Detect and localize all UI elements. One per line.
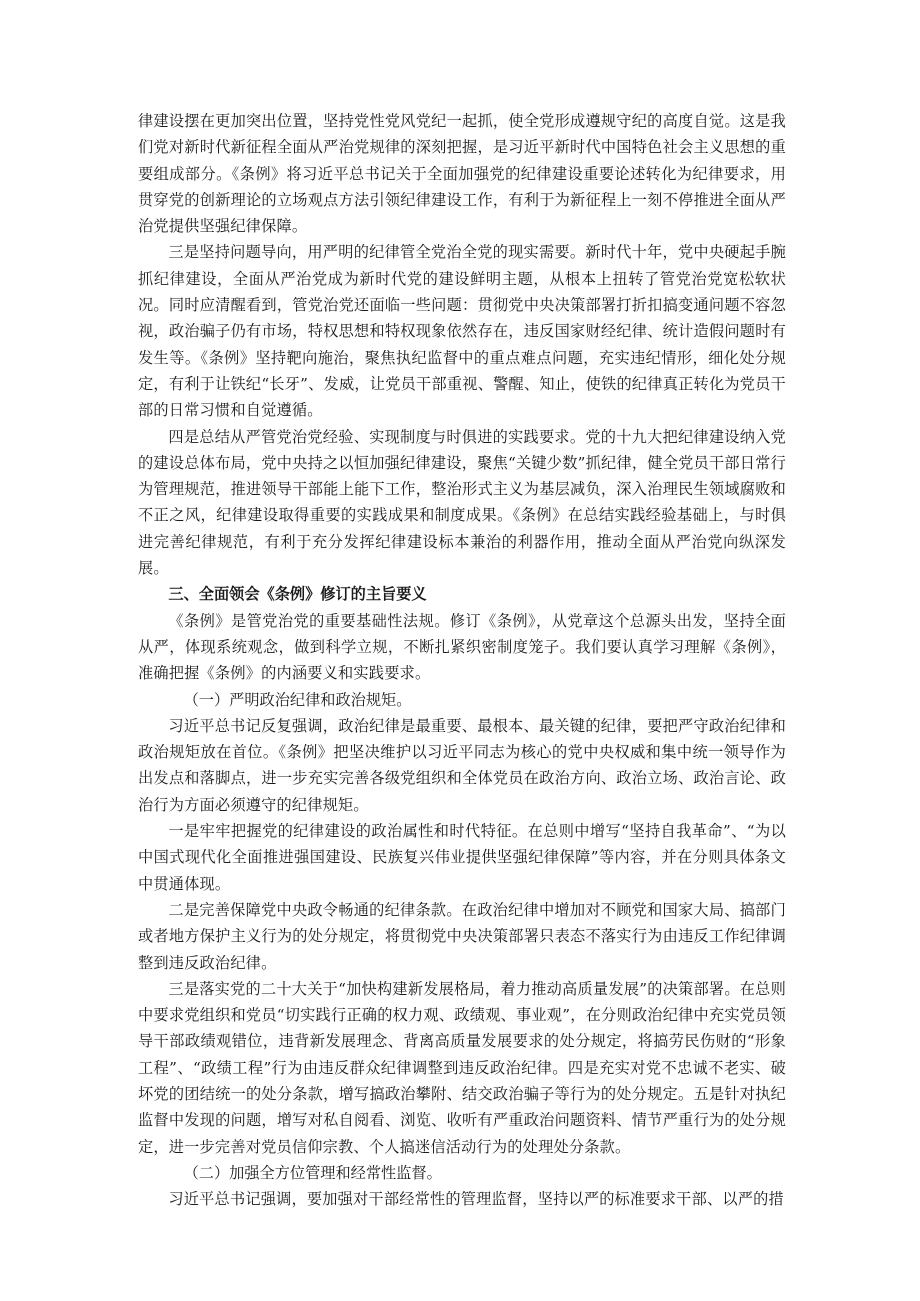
paragraph: 《条例》是管党治党的重要基础性法规。修订《条例》，从党章这个总源头出发，坚持全面从严，体现系统观念，做到科学立规，不断扎紧织密制度笼子。我们要认真学习理解《条例》，准确把握《条例》的内涵要义和实践要求。 (138, 611, 786, 683)
section-heading: 三、全面领会《条例》修订的主旨要义 (168, 585, 427, 604)
paragraph: 三是落实党的二十大关于“加快构建新发展格局，着力推动高质量发展”的决策部署。在总则中要求党组织和党员“切实践行正确的权力观、政绩观、事业观”，在分则政治纪律中充实党员领导干部政绩观错位，违背新发展理念、背离高质量发展要求的处分规定，将搞劳民伤财的“形象工程”、“政绩工程”行为由违反群众纪律调整到违反政治纪律。四是充实对党不忠诚不老实、破坏党的团结统一的处分条款，增写搞政治攀附、结交政治骗子等行为的处分规定。五是针对执纪监督中发现的问题，增写对私自阅看、浏览、收听有严重政治问题资料、情节严重行为的处分规定，进一步完善对党员信仰宗教、个人搞迷信活动行为的处理处分条款。 (138, 979, 786, 1156)
document-page (138, 108, 786, 1212)
paragraph: 四是总结从严管党治党经验、实现制度与时俱进的实践要求。党的十九大把纪律建设纳入党的建设总体布局，党中央持之以恒加强纪律建设，聚焦“关键少数”抓纪律，健全党员干部日常行为管理规范，推进领导干部能上能下工作，整治形式主义为基层减负，深入治理民生领域腐败和不正之风，纪律建设取得重要的实践成果和制度成果。《条例》在总结实践经验基础上，与时俱进完善纪律规范，有利于充分发挥纪律建设标本兼治的利器作用，推动全面从严治党向纵深发展。 (138, 427, 786, 578)
paragraph: 三是坚持问题导向，用严明的纪律管全党治全党的现实需要。新时代十年，党中央硬起手腕抓纪律建设，全面从严治党成为新时代党的建设鲜明主题，从根本上扭转了管党治党宽松软状况。同时应清醒看到，管党治党还面临一些问题：贯彻党中央决策部署打折扣搞变通问题不容忽视，政治骗子仍有市场，特权思想和特权现象依然存在，违反国家财经纪律、统计造假问题时有发生等。《条例》坚持靶向施治，聚焦执纪监督中的重点难点问题，充实违纪情形，细化处分规定，有利于让铁纪“长牙”、发威，让党员干部重视、警醒、知止，使铁的纪律真正转化为党员干部的日常习惯和自觉遵循。 (138, 243, 786, 420)
paragraph: 习近平总书记反复强调，政治纪律是最重要、最根本、最关键的纪律，要把严守政治纪律和政治规矩放在首位。《条例》把坚决维护以习近平同志为核心的党中央权威和集中统一领导作为出发点和落脚点，进一步充实完善各级党组织和全体党员在政治方向、政治立场、政治言论、政治行为方面必须遵守的纪律规矩。 (138, 716, 786, 814)
paragraph: 习近平总书记强调，要加强对干部经常性的管理监督，坚持以严的标准要求干部、以严的措 (168, 1190, 784, 1209)
subsection-heading: （一）严明政治纪律和政治规矩。 (183, 690, 412, 709)
subsection-heading: （二）加强全方位管理和经常性监督。 (183, 1163, 442, 1182)
paragraph: 一是牢牢把握党的纪律建设的政治属性和时代特征。在总则中增写“坚持自我革命”、“为以中国式现代化全面推进强国建设、民族复兴伟业提供坚强纪律保障”等内容，并在分则具体条文中贯通体现。 (138, 822, 786, 893)
paragraph: 律建设摆在更加突出位置，坚持党性党风党纪一起抓，使全党形成遵规守纪的高度自觉。这是我们党对新时代新征程全面从严治党规律的深刻把握，是习近平新时代中国特色社会主义思想的重要组成部分。《条例》将习近平总书记关于全面加强党的纪律建设重要论述转化为纪律要求，用贯穿党的创新理论的立场观点方法引领纪律建设工作，有利于为新征程上一刻不停推进全面从严治党提供坚强纪律保障。 (138, 112, 786, 236)
paragraph: 二是完善保障党中央政令畅通的纪律条款。在政治纪律中增加对不顾党和国家大局、搞部门或者地方保护主义行为的处分规定，将贯彻党中央决策部署只表态不落实行为由违反工作纪律调整到违反政治纪律。 (138, 900, 786, 972)
